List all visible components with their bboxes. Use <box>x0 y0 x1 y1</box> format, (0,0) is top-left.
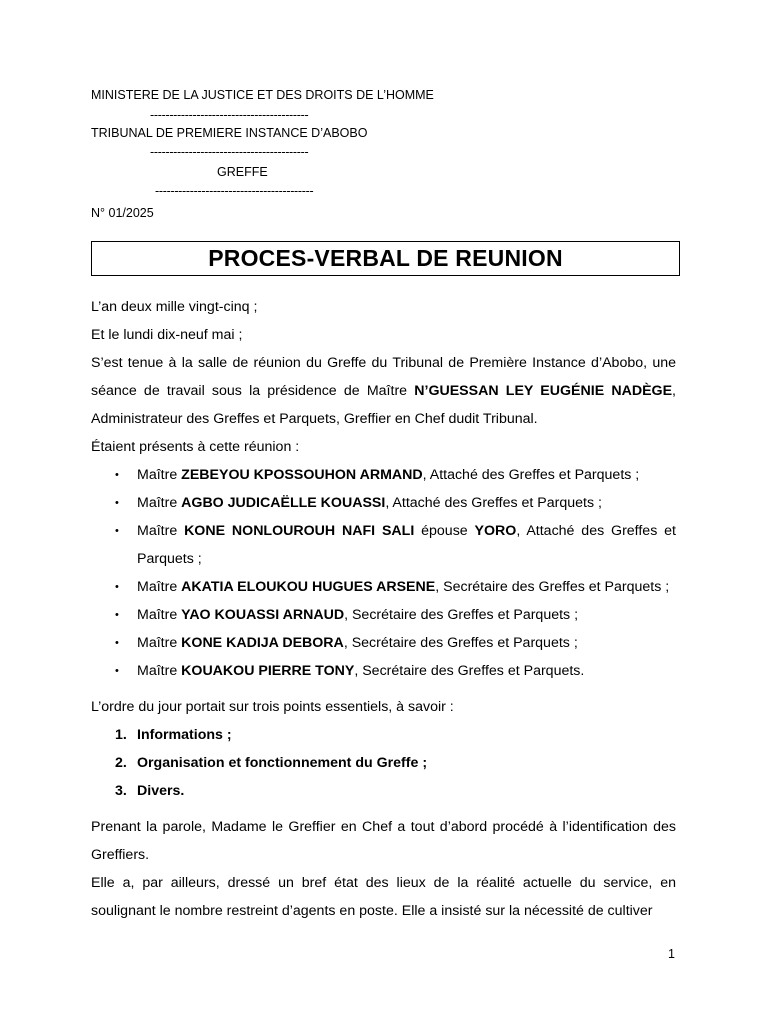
tribunal-heading: TRIBUNAL DE PREMIERE INSTANCE D’ABOBO <box>91 126 368 140</box>
attendee-name: KONE KADIJA DEBORA <box>181 635 344 651</box>
attendee-prefix: Maître <box>137 579 182 595</box>
agenda-item-text: Divers. <box>137 783 185 799</box>
ministry-heading: MINISTERE DE LA JUSTICE ET DES DROITS DE L’HOMME <box>91 88 434 102</box>
intro-year: L’an deux mille vingt-cinq ; <box>91 299 258 315</box>
list-item <box>91 657 676 685</box>
agenda-intro: L’ordre du jour portait sur trois points essentiels, à savoir : <box>91 699 454 715</box>
attendee-role: , Secrétaire des Greffes et Parquets ; <box>344 607 579 623</box>
attendee-role: , Secrétaire des Greffes et Parquets. <box>354 663 585 679</box>
attendee-prefix: Maître <box>137 663 182 679</box>
list-item <box>91 573 676 601</box>
attendee-role: , Secrétaire des Greffes et Parquets ; <box>343 635 578 651</box>
intro-paragraph <box>91 349 676 433</box>
attendee-role: , Attaché des Greffes et Parquets ; <box>137 523 676 567</box>
bullet-icon: • <box>115 497 119 509</box>
attendee-name: AGBO JUDICAËLLE KOUASSI <box>181 495 386 511</box>
attendee-prefix: Maître <box>137 607 182 623</box>
agenda-item-text: Informations ; <box>137 727 232 743</box>
bullet-icon: • <box>115 581 119 593</box>
office-heading: GREFFE <box>217 165 268 179</box>
header-separator: ----------------------------------------- <box>150 145 309 159</box>
bullet-icon: • <box>115 665 119 677</box>
list-item <box>91 601 676 629</box>
attendee-prefix: Maître <box>137 523 185 539</box>
agenda-number: 3. <box>115 783 127 799</box>
agenda-list <box>91 721 676 805</box>
present-label: Étaient présents à cette réunion : <box>91 439 300 455</box>
attendee-role: , Attaché des Greffes et Parquets ; <box>422 467 640 483</box>
attendee-prefix: Maître <box>137 635 182 651</box>
page-number: 1 <box>668 947 675 961</box>
list-item <box>91 629 676 657</box>
attendee-list <box>91 461 676 685</box>
intro-date: Et le lundi dix-neuf mai ; <box>91 327 243 343</box>
attendee-married-name: YORO <box>474 523 517 539</box>
agenda-item-text: Organisation et fonctionnement du Greffe ; <box>137 755 428 771</box>
list-item <box>91 777 676 805</box>
paragraph-state: Elle a, par ailleurs, dressé un bref état des lieux de la réalité actuelle du service, en soulignant le nombre restreint d’agents en poste. Elle a insisté sur la nécessité de cultiver <box>91 875 676 919</box>
header-separator: ----------------------------------------- <box>150 108 309 122</box>
list-item <box>91 461 676 489</box>
attendee-prefix: Maître <box>137 495 182 511</box>
list-item <box>91 749 676 777</box>
bullet-icon: • <box>115 525 119 537</box>
intro-text: S’est tenue à la salle de réunion du Greffe du Tribunal de Première Instance d’Abobo, une séance de travail sous la présidence de Maître <box>91 355 676 399</box>
attendee-prefix: Maître <box>137 467 182 483</box>
attendee-name: AKATIA ELOUKOU HUGUES ARSENE <box>181 579 436 595</box>
attendee-name: KOUAKOU PIERRE TONY <box>181 663 355 679</box>
attendee-role: , Secrétaire des Greffes et Parquets ; <box>435 579 670 595</box>
document-number: N° 01/2025 <box>91 206 154 220</box>
agenda-number: 1. <box>115 727 127 743</box>
bullet-icon: • <box>115 637 119 649</box>
title-box <box>91 241 680 276</box>
list-item <box>91 517 676 573</box>
header-separator: ----------------------------------------- <box>155 184 314 198</box>
intro-text-end: , Administrateur des Greffes et Parquets, Greffier en Chef dudit Tribunal. <box>91 383 676 427</box>
attendee-name: KONE NONLOUROUH NAFI SALI <box>184 523 415 539</box>
agenda-number: 2. <box>115 755 127 771</box>
president-name: N’GUESSAN LEY EUGÉNIE NADÈGE <box>414 383 673 399</box>
document-body <box>91 293 676 925</box>
attendee-role: , Attaché des Greffes et Parquets ; <box>385 495 602 511</box>
bullet-icon: • <box>115 469 119 481</box>
list-item <box>91 721 676 749</box>
document-title: PROCES-VERBAL DE REUNION <box>208 245 563 271</box>
list-item <box>91 489 676 517</box>
attendee-name: ZEBEYOU KPOSSOUHON ARMAND <box>181 467 423 483</box>
bullet-icon: • <box>115 609 119 621</box>
paragraph-identification: Prenant la parole, Madame le Greffier en Chef a tout d’abord procédé à l’identification des Greffiers. <box>91 819 676 863</box>
attendee-name: YAO KOUASSI ARNAUD <box>181 607 345 623</box>
attendee-connector: épouse <box>414 523 475 539</box>
